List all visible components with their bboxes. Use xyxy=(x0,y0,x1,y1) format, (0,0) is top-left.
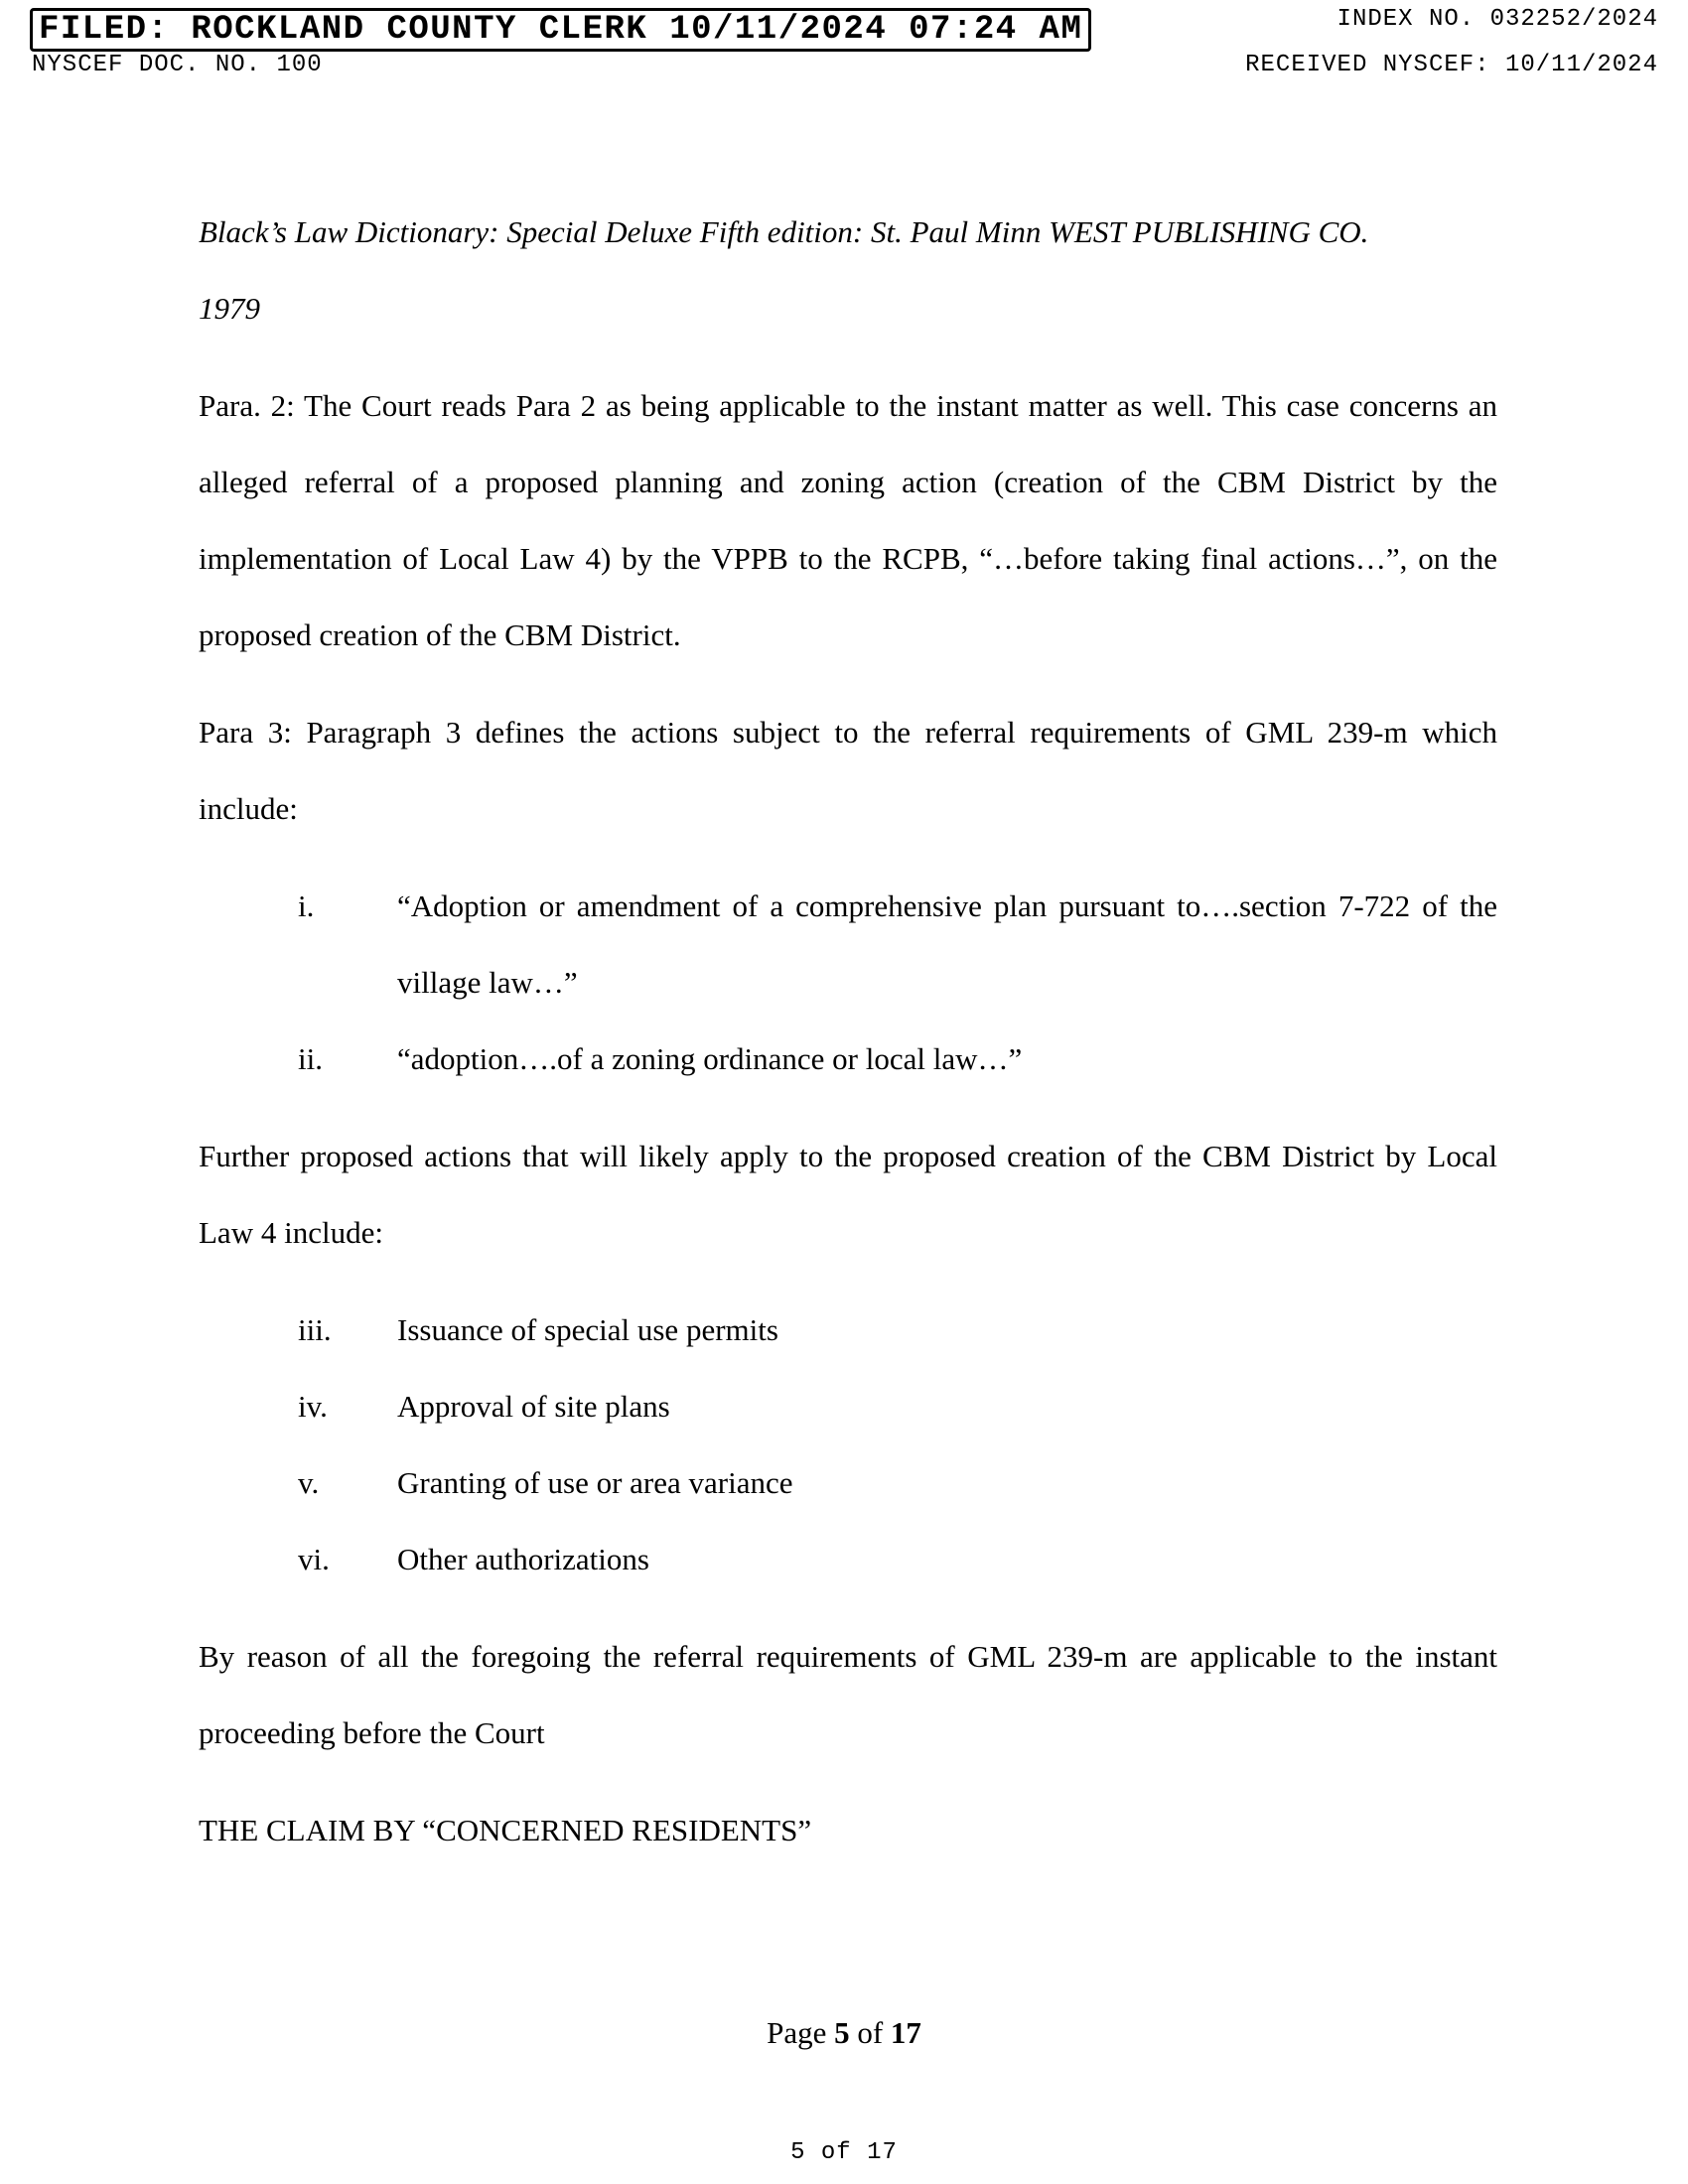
paragraph-conclusion: By reason of all the foregoing the referral requirements of GML 239-m are applicable to the instant proceeding before the Court xyxy=(199,1639,1497,1750)
list-item-number: vi. xyxy=(298,1542,330,1576)
filed-stamp: FILED: ROCKLAND COUNTY CLERK 10/11/2024 07:24 AM xyxy=(30,8,1091,52)
list-item-text: Approval of site plans xyxy=(397,1389,670,1424)
section-heading: THE CLAIM BY “CONCERNED RESIDENTS” xyxy=(199,1813,812,1847)
list-item-number: ii. xyxy=(298,1041,323,1076)
paragraph-para-3: Para 3: Paragraph 3 defines the actions subject to the referral requirements of GML 239-m which include: xyxy=(199,715,1497,826)
list-item xyxy=(199,1368,1497,1444)
list-item xyxy=(199,1521,1497,1597)
list-item-text: “Adoption or amendment of a comprehensive plan pursuant to….section 7-722 of the village law…” xyxy=(397,888,1497,1000)
list-item-text: Issuance of special use permits xyxy=(397,1312,778,1347)
further-actions-list xyxy=(199,1292,1497,1597)
paragraph-further-actions: Further proposed actions that will likely apply to the proposed creation of the CBM District by Local Law 4 include: xyxy=(199,1139,1497,1250)
page-footer xyxy=(0,2015,1688,2051)
list-item xyxy=(199,1444,1497,1521)
list-item xyxy=(199,1021,1497,1097)
citation-line-1: Black’s Law Dictionary: Special Deluxe Fifth edition: St. Paul Minn WEST PUBLISHING CO. xyxy=(199,214,1369,249)
list-item-text: Other authorizations xyxy=(397,1542,649,1576)
list-item-number: i. xyxy=(298,888,315,923)
of-word: of xyxy=(857,2015,884,2050)
paragraph-para-2: Para. 2: The Court reads Para 2 as being applicable to the instant matter as well. This case concerns an alleged referral of a proposed planning and zoning action (creation of the CBM District by the implementation of Local Law 4) by the VPPB to the RCPB, “…before taking final actions…”, on the proposed creation of the CBM District. xyxy=(199,388,1497,652)
received-date: RECEIVED NYSCEF: 10/11/2024 xyxy=(1245,52,1658,78)
current-page-number: 5 xyxy=(834,2015,850,2050)
page-count-stamp: 5 of 17 xyxy=(790,2139,898,2166)
index-number: INDEX NO. 032252/2024 xyxy=(1336,6,1658,33)
list-item xyxy=(199,1292,1497,1368)
list-item-number: iii. xyxy=(298,1312,332,1347)
document-body xyxy=(199,194,1497,1868)
list-item-text: “adoption….of a zoning ordinance or local law…” xyxy=(397,1041,1023,1076)
page-word: Page xyxy=(767,2015,827,2050)
total-page-count: 17 xyxy=(890,2015,921,2050)
list-item-number: v. xyxy=(298,1465,320,1500)
list-item xyxy=(199,868,1497,1021)
list-item-number: iv. xyxy=(298,1389,328,1424)
referral-actions-list xyxy=(199,868,1497,1097)
doc-number: NYSCEF DOC. NO. 100 xyxy=(32,52,323,78)
citation-line-2: 1979 xyxy=(199,291,260,326)
list-item-text: Granting of use or area variance xyxy=(397,1465,793,1500)
